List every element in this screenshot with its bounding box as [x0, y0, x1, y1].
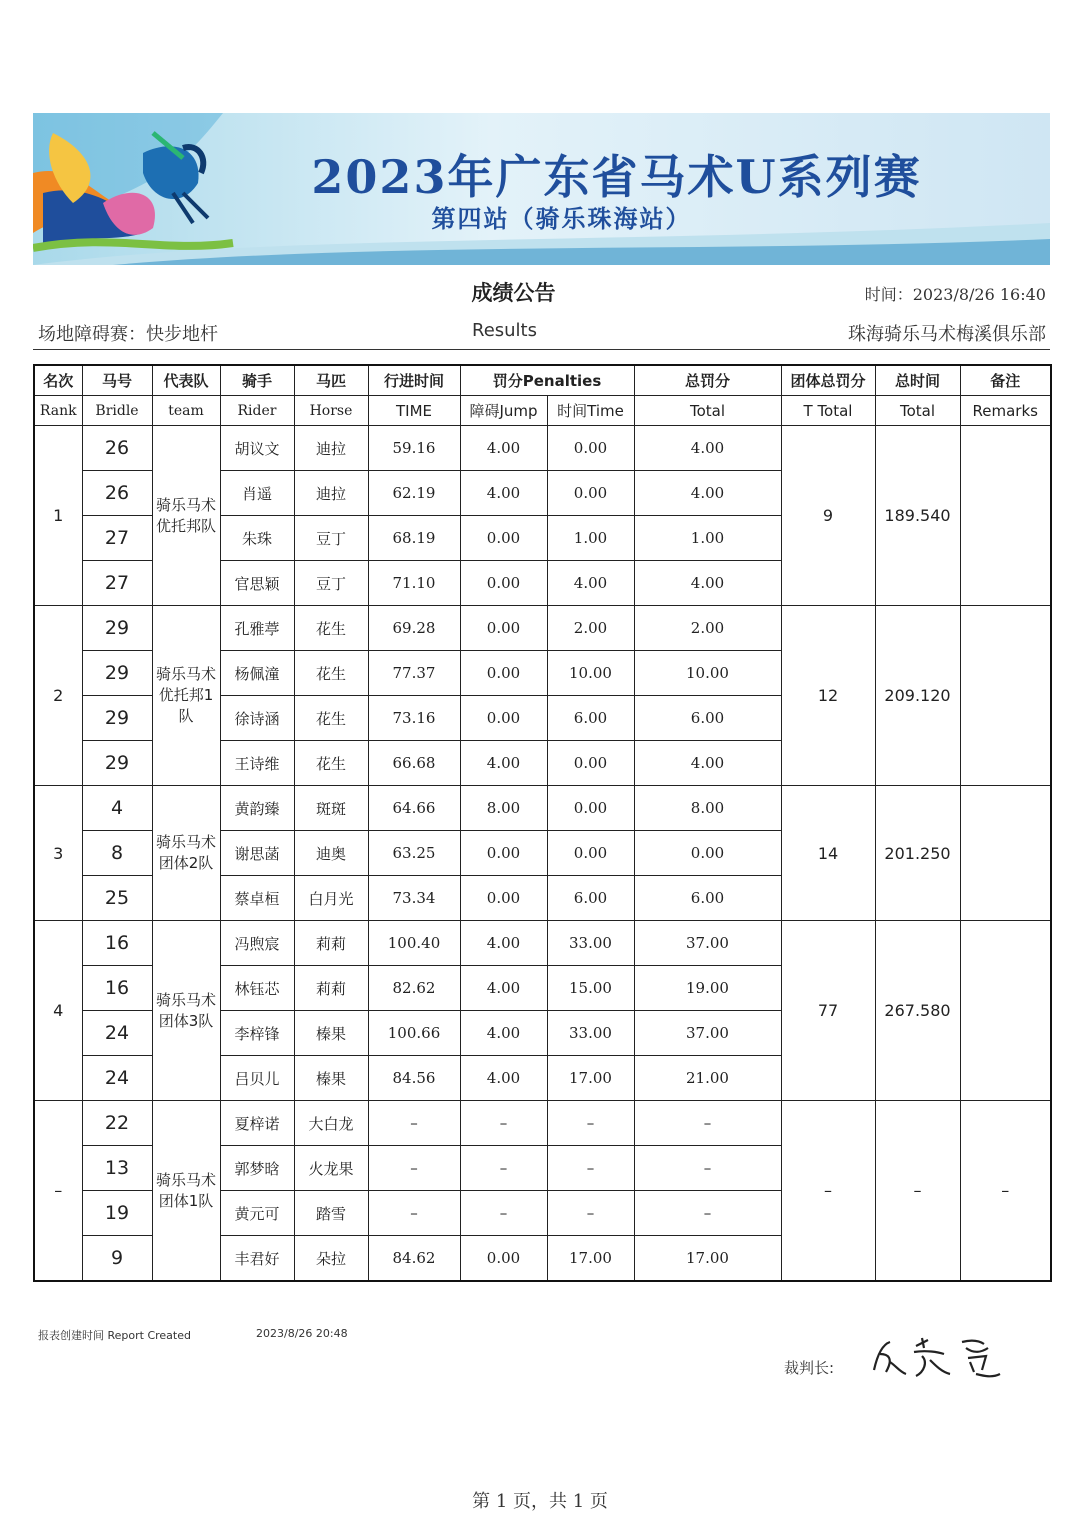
time-cell: 64.66 — [368, 786, 460, 831]
header-total-en: Total — [634, 396, 781, 426]
rider-cell: 王诗维 — [220, 741, 294, 786]
rider-cell: 官思颖 — [220, 561, 294, 606]
team-total-time-cell: 267.580 — [875, 921, 960, 1101]
time-penalty-cell: – — [547, 1101, 634, 1146]
rider-cell: 徐诗涵 — [220, 696, 294, 741]
time-penalty-cell: 2.00 — [547, 606, 634, 651]
table-row — [34, 606, 1051, 651]
header-bridle-en: Bridle — [82, 396, 152, 426]
team-total-penalty-cell: – — [781, 1101, 875, 1282]
bridle-cell: 29 — [82, 651, 152, 696]
report-title: 成绩公告 — [471, 281, 556, 305]
header-penalties: 罚分Penalties — [460, 365, 634, 396]
time-penalty-cell: 0.00 — [547, 471, 634, 516]
total-penalty-cell: – — [634, 1191, 781, 1236]
rider-cell: 孔雅葶 — [220, 606, 294, 651]
rider-cell: 夏梓诺 — [220, 1101, 294, 1146]
horse-cell: 莉莉 — [294, 921, 368, 966]
remarks-cell: – — [960, 1101, 1051, 1282]
event-name: 场地障碍赛：快步地杆 — [38, 324, 218, 345]
jump-penalty-cell: 4.00 — [460, 1011, 547, 1056]
time-penalty-cell: 6.00 — [547, 696, 634, 741]
jump-penalty-cell: 0.00 — [460, 1236, 547, 1282]
time-cell: 77.37 — [368, 651, 460, 696]
remarks-cell — [960, 606, 1051, 786]
total-penalty-cell: 2.00 — [634, 606, 781, 651]
jump-penalty-cell: 8.00 — [460, 786, 547, 831]
time-penalty-cell: 4.00 — [547, 561, 634, 606]
horse-cell: 朵拉 — [294, 1236, 368, 1282]
team-cell: 骑乐马术团体3队 — [152, 921, 220, 1101]
jump-penalty-cell: 0.00 — [460, 696, 547, 741]
rider-cell: 蔡卓桓 — [220, 876, 294, 921]
header-team-en: team — [152, 396, 220, 426]
time-penalty-cell: 0.00 — [547, 786, 634, 831]
header-rank-en: Rank — [34, 396, 82, 426]
team-cell: 骑乐马术团体2队 — [152, 786, 220, 921]
rider-cell: 肖遥 — [220, 471, 294, 516]
bridle-cell: 29 — [82, 741, 152, 786]
time-cell: 84.62 — [368, 1236, 460, 1282]
rank-cell: 3 — [34, 786, 82, 921]
time-cell: 68.19 — [368, 516, 460, 561]
total-penalty-cell: 37.00 — [634, 921, 781, 966]
team-total-time-cell: 201.250 — [875, 786, 960, 921]
header-rider-en: Rider — [220, 396, 294, 426]
rider-cell: 黄元可 — [220, 1191, 294, 1236]
banner-subtitle: 第四站（骑乐珠海站） — [431, 205, 692, 233]
time-cell: – — [368, 1101, 460, 1146]
horse-cell: 花生 — [294, 651, 368, 696]
time-penalty-cell: 10.00 — [547, 651, 634, 696]
team-cell: 骑乐马术优托邦队 — [152, 426, 220, 606]
header-ttime-en: Total — [875, 396, 960, 426]
bridle-cell: 9 — [82, 1236, 152, 1282]
time-cell: 66.68 — [368, 741, 460, 786]
jump-penalty-cell: 0.00 — [460, 831, 547, 876]
remarks-cell — [960, 786, 1051, 921]
bridle-cell: 24 — [82, 1056, 152, 1101]
header-rider-cn: 骑手 — [220, 365, 294, 396]
horse-cell: 榛果 — [294, 1011, 368, 1056]
report-time: 时间：2023/8/26 16:40 — [864, 285, 1046, 304]
horse-cell: 花生 — [294, 696, 368, 741]
results-body — [34, 426, 1051, 1282]
total-penalty-cell: 21.00 — [634, 1056, 781, 1101]
team-total-penalty-cell: 12 — [781, 606, 875, 786]
total-penalty-cell: – — [634, 1101, 781, 1146]
header-horse-cn: 马匹 — [294, 365, 368, 396]
table-row — [34, 786, 1051, 831]
header-horse-en: Horse — [294, 396, 368, 426]
jump-penalty-cell: 0.00 — [460, 651, 547, 696]
time-cell: 71.10 — [368, 561, 460, 606]
horse-cell: 榛果 — [294, 1056, 368, 1101]
horse-cell: 踏雪 — [294, 1191, 368, 1236]
jump-penalty-cell: 4.00 — [460, 921, 547, 966]
results-label: Results — [472, 320, 537, 341]
bridle-cell: 27 — [82, 516, 152, 561]
bridle-cell: 26 — [82, 471, 152, 516]
total-penalty-cell: 4.00 — [634, 561, 781, 606]
time-penalty-cell: 17.00 — [547, 1056, 634, 1101]
rider-cell: 丰君好 — [220, 1236, 294, 1282]
time-cell: 100.66 — [368, 1011, 460, 1056]
time-penalty-cell: 0.00 — [547, 741, 634, 786]
header-rank-cn: 名次 — [34, 365, 82, 396]
horse-cell: 迪拉 — [294, 426, 368, 471]
bridle-cell: 4 — [82, 786, 152, 831]
horse-cell: 火龙果 — [294, 1146, 368, 1191]
team-cell: 骑乐马术优托邦1队 — [152, 606, 220, 786]
header-remarks-cn: 备注 — [960, 365, 1051, 396]
header-ptime: 时间Time — [547, 396, 634, 426]
header-time-cn: 行进时间 — [368, 365, 460, 396]
time-cell: 82.62 — [368, 966, 460, 1011]
table-row — [34, 1101, 1051, 1146]
jump-penalty-cell: 4.00 — [460, 471, 547, 516]
team-total-penalty-cell: 14 — [781, 786, 875, 921]
rider-cell: 郭梦晗 — [220, 1146, 294, 1191]
header-jump: 障碍Jump — [460, 396, 547, 426]
horse-cell: 大白龙 — [294, 1101, 368, 1146]
rider-cell: 杨佩潼 — [220, 651, 294, 696]
horse-cell: 豆丁 — [294, 516, 368, 561]
jump-penalty-cell: 0.00 — [460, 561, 547, 606]
jump-penalty-cell: 0.00 — [460, 516, 547, 561]
rank-cell: 1 — [34, 426, 82, 606]
remarks-cell — [960, 921, 1051, 1101]
banner-title: 2023年广东省马术U系列赛 — [311, 150, 922, 204]
rider-cell: 黄韵臻 — [220, 786, 294, 831]
jump-penalty-cell: – — [460, 1191, 547, 1236]
jump-penalty-cell: 0.00 — [460, 606, 547, 651]
page-number: 第 1 页，共 1 页 — [472, 1491, 608, 1512]
time-penalty-cell: 33.00 — [547, 921, 634, 966]
horse-cell: 莉莉 — [294, 966, 368, 1011]
header-ttotal-cn: 团体总罚分 — [781, 365, 875, 396]
total-penalty-cell: 4.00 — [634, 741, 781, 786]
header-remarks-en: Remarks — [960, 396, 1051, 426]
horse-cell: 迪奥 — [294, 831, 368, 876]
rider-cell: 冯煦宸 — [220, 921, 294, 966]
total-penalty-cell: 4.00 — [634, 426, 781, 471]
jump-penalty-cell: 4.00 — [460, 426, 547, 471]
header-ttime-cn: 总时间 — [875, 365, 960, 396]
bridle-cell: 24 — [82, 1011, 152, 1056]
bridle-cell: 22 — [82, 1101, 152, 1146]
horse-cell: 白月光 — [294, 876, 368, 921]
total-penalty-cell: 6.00 — [634, 696, 781, 741]
total-penalty-cell: 10.00 — [634, 651, 781, 696]
horse-cell: 花生 — [294, 606, 368, 651]
total-penalty-cell: 19.00 — [634, 966, 781, 1011]
results-table — [33, 364, 1052, 1282]
bridle-cell: 19 — [82, 1191, 152, 1236]
time-cell: – — [368, 1146, 460, 1191]
total-penalty-cell: 37.00 — [634, 1011, 781, 1056]
time-penalty-cell: 0.00 — [547, 426, 634, 471]
time-cell: 62.19 — [368, 471, 460, 516]
total-penalty-cell: 4.00 — [634, 471, 781, 516]
time-penalty-cell: – — [547, 1191, 634, 1236]
bridle-cell: 29 — [82, 696, 152, 741]
remarks-cell — [960, 426, 1051, 606]
header-time-en: TIME — [368, 396, 460, 426]
time-cell: 73.16 — [368, 696, 460, 741]
horse-cell: 豆丁 — [294, 561, 368, 606]
table-row — [34, 426, 1051, 471]
total-penalty-cell: 17.00 — [634, 1236, 781, 1282]
table-row — [34, 921, 1051, 966]
jump-penalty-cell: 4.00 — [460, 741, 547, 786]
report-created-label: 报表创建时间 Report Created — [38, 1329, 191, 1342]
time-penalty-cell: – — [547, 1146, 634, 1191]
referee-label: 裁判长: — [784, 1359, 835, 1377]
team-total-time-cell: – — [875, 1101, 960, 1282]
time-penalty-cell: 0.00 — [547, 831, 634, 876]
bridle-cell: 8 — [82, 831, 152, 876]
report-created-date: 2023/8/26 20:48 — [256, 1327, 348, 1340]
header-total-cn: 总罚分 — [634, 365, 781, 396]
club-name: 珠海骑乐马术梅溪俱乐部 — [848, 324, 1046, 345]
time-cell: 84.56 — [368, 1056, 460, 1101]
rider-cell: 胡议文 — [220, 426, 294, 471]
total-penalty-cell: 8.00 — [634, 786, 781, 831]
event-banner — [33, 113, 1050, 265]
team-total-penalty-cell: 9 — [781, 426, 875, 606]
header-bridle-cn: 马号 — [82, 365, 152, 396]
time-penalty-cell: 33.00 — [547, 1011, 634, 1056]
header-divider — [33, 349, 1050, 350]
total-penalty-cell: 1.00 — [634, 516, 781, 561]
time-cell: 100.40 — [368, 921, 460, 966]
team-total-time-cell: 209.120 — [875, 606, 960, 786]
team-cell: 骑乐马术团体1队 — [152, 1101, 220, 1282]
time-penalty-cell: 1.00 — [547, 516, 634, 561]
jump-penalty-cell: 0.00 — [460, 876, 547, 921]
time-cell: 63.25 — [368, 831, 460, 876]
total-penalty-cell: – — [634, 1146, 781, 1191]
rider-cell: 林钰芯 — [220, 966, 294, 1011]
time-cell: 69.28 — [368, 606, 460, 651]
bridle-cell: 13 — [82, 1146, 152, 1191]
time-cell: 59.16 — [368, 426, 460, 471]
horse-cell: 斑斑 — [294, 786, 368, 831]
time-penalty-cell: 15.00 — [547, 966, 634, 1011]
time-cell: – — [368, 1191, 460, 1236]
bridle-cell: 16 — [82, 921, 152, 966]
rank-cell: 2 — [34, 606, 82, 786]
horse-cell: 迪拉 — [294, 471, 368, 516]
jump-penalty-cell: – — [460, 1146, 547, 1191]
rider-cell: 谢思菡 — [220, 831, 294, 876]
jump-penalty-cell: 4.00 — [460, 966, 547, 1011]
referee-signature — [866, 1332, 1006, 1386]
bridle-cell: 29 — [82, 606, 152, 651]
total-penalty-cell: 6.00 — [634, 876, 781, 921]
rider-cell: 李梓锋 — [220, 1011, 294, 1056]
time-cell: 73.34 — [368, 876, 460, 921]
rider-cell: 朱珠 — [220, 516, 294, 561]
bridle-cell: 16 — [82, 966, 152, 1011]
bridle-cell: 26 — [82, 426, 152, 471]
horse-cell: 花生 — [294, 741, 368, 786]
time-penalty-cell: 17.00 — [547, 1236, 634, 1282]
rank-cell: – — [34, 1101, 82, 1282]
team-total-penalty-cell: 77 — [781, 921, 875, 1101]
header-team-cn: 代表队 — [152, 365, 220, 396]
rank-cell: 4 — [34, 921, 82, 1101]
header-ttotal-en: T Total — [781, 396, 875, 426]
bridle-cell: 25 — [82, 876, 152, 921]
time-penalty-cell: 6.00 — [547, 876, 634, 921]
jump-penalty-cell: 4.00 — [460, 1056, 547, 1101]
rider-cell: 吕贝儿 — [220, 1056, 294, 1101]
jump-penalty-cell: – — [460, 1101, 547, 1146]
bridle-cell: 27 — [82, 561, 152, 606]
team-total-time-cell: 189.540 — [875, 426, 960, 606]
total-penalty-cell: 0.00 — [634, 831, 781, 876]
